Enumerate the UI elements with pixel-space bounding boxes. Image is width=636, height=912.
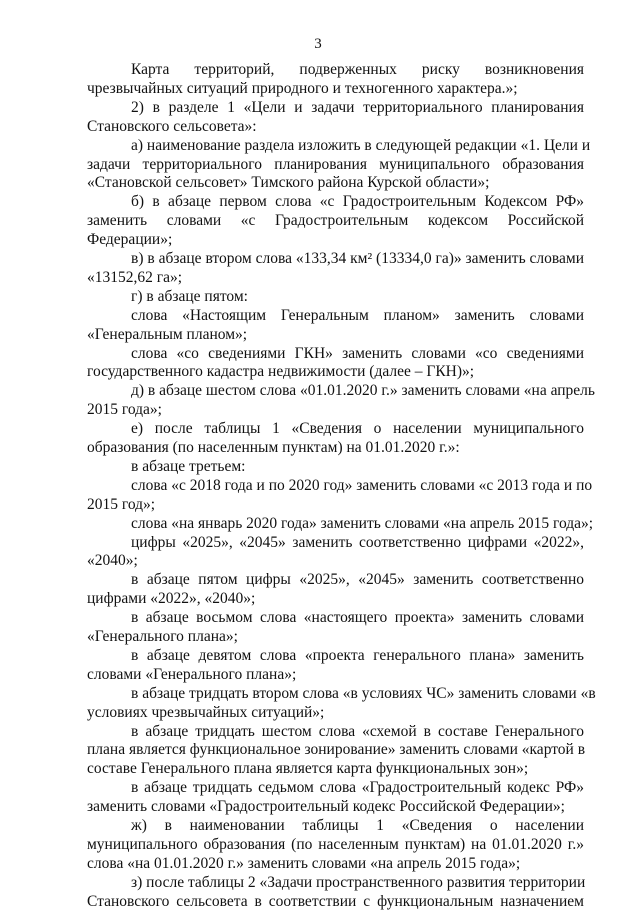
text-line: в) в абзаце втором слова «133,34 км² (13334,0 га)» заменить словами bbox=[131, 250, 584, 267]
text-line: б) в абзаце первом слова «с Градостроительным Кодексом РФ» bbox=[131, 193, 584, 211]
text-line: цифры «2025», «2045» заменить соответственно цифрами «2022», bbox=[131, 533, 584, 551]
text-line: заменить словами «Градостроительный кодекс Российской Федерации»; bbox=[87, 798, 565, 816]
text-line: а) наименование раздела изложить в следующей редакции «1. Цели и bbox=[131, 136, 591, 154]
text-line: в абзаце пятом цифры «2025», «2045» заменить соответственно bbox=[131, 571, 584, 589]
text-line: заменить словами «с Градостроительным кодексом Российской bbox=[87, 212, 584, 230]
text-line: словами «Генерального плана»; bbox=[87, 665, 297, 683]
text-line: образования (по населенным пунктам) на 01.01.2020 г.»: bbox=[87, 439, 460, 456]
text-line: государственного кадастра недвижимости (далее – ГКН)»; bbox=[87, 363, 475, 381]
text-line: в абзаце тридцать втором слова «в условиях ЧС» заменить словами «в bbox=[131, 684, 596, 702]
text-line: «2040»; bbox=[87, 552, 138, 570]
text-line: в абзаце девятом слова «проекта генерального плана» заменить bbox=[131, 646, 584, 664]
text-line: Федерации»; bbox=[87, 231, 173, 249]
text-line: условиях чрезвычайных ситуаций»; bbox=[87, 703, 325, 721]
text-line: «Становской сельсовет» Тимского района Курской области»; bbox=[87, 174, 490, 192]
text-line: 2015 года»; bbox=[87, 401, 162, 419]
text-line: «Генеральным планом»; bbox=[87, 325, 248, 343]
text-line: в абзаце третьем: bbox=[131, 457, 246, 475]
text-line: плана является функциональное зонирование» заменить словами «картой в bbox=[87, 741, 586, 759]
text-line: з) после таблицы 2 «Задачи пространственного развития территории bbox=[131, 873, 586, 891]
text-line: «13152,62 га»; bbox=[87, 268, 183, 286]
text-line: слова «на 01.01.2020 г.» заменить словами «на апрель 2015 года»; bbox=[87, 854, 521, 872]
text-line: слова «с 2018 года и по 2020 год» заменить словами «с 2013 года и по bbox=[131, 476, 593, 494]
text-line: слова «Настоящим Генеральным планом» заменить словами bbox=[131, 306, 584, 324]
text-line: цифрами «2022», «2040»; bbox=[87, 590, 256, 608]
text-line: е) после таблицы 1 «Сведения о населении муниципального bbox=[131, 420, 584, 438]
text-line: Становского сельсовета»: bbox=[87, 117, 257, 135]
text-line: слова «на январь 2020 года» заменить словами «на апрель 2015 года»; bbox=[131, 514, 594, 532]
text-line: чрезвычайных ситуаций природного и техногенного характера.»; bbox=[87, 79, 518, 97]
page-number: 3 bbox=[314, 36, 322, 52]
text-line: 2) в разделе 1 «Цели и задачи территориального планирования bbox=[131, 98, 584, 116]
text-line: Становского сельсовета в соответствии с функциональным назначением bbox=[87, 892, 584, 910]
text-line: в абзаце тридцать шестом слова «схемой в составе Генерального bbox=[131, 722, 584, 740]
text-line: 2015 год»; bbox=[87, 495, 156, 513]
text-line: в абзаце тридцать седьмом слова «Градостроительный кодекс РФ» bbox=[131, 779, 584, 797]
text-line: слова «со сведениями ГКН» заменить словами «со сведениями bbox=[131, 344, 584, 362]
text-line: Карта территорий, подверженных риску возникновения bbox=[131, 61, 584, 78]
text-line: в абзаце восьмом слова «настоящего проекта» заменить словами bbox=[131, 609, 584, 627]
text-line: муниципального образования (по населенным пунктам) на 01.01.2020 г.» bbox=[87, 835, 584, 853]
text-line: «Генерального плана»; bbox=[87, 628, 238, 645]
text-line: г) в абзаце пятом: bbox=[131, 287, 248, 305]
text-line: ж) в наименовании таблицы 1 «Сведения о населении bbox=[131, 817, 584, 834]
text-line: составе Генерального плана является карта функциональных зон»; bbox=[87, 760, 529, 778]
text-line: д) в абзаце шестом слова «01.01.2020 г.» заменить словами «на апрель bbox=[131, 382, 595, 400]
text-line: задачи территориального планирования муниципального образования bbox=[87, 155, 584, 173]
